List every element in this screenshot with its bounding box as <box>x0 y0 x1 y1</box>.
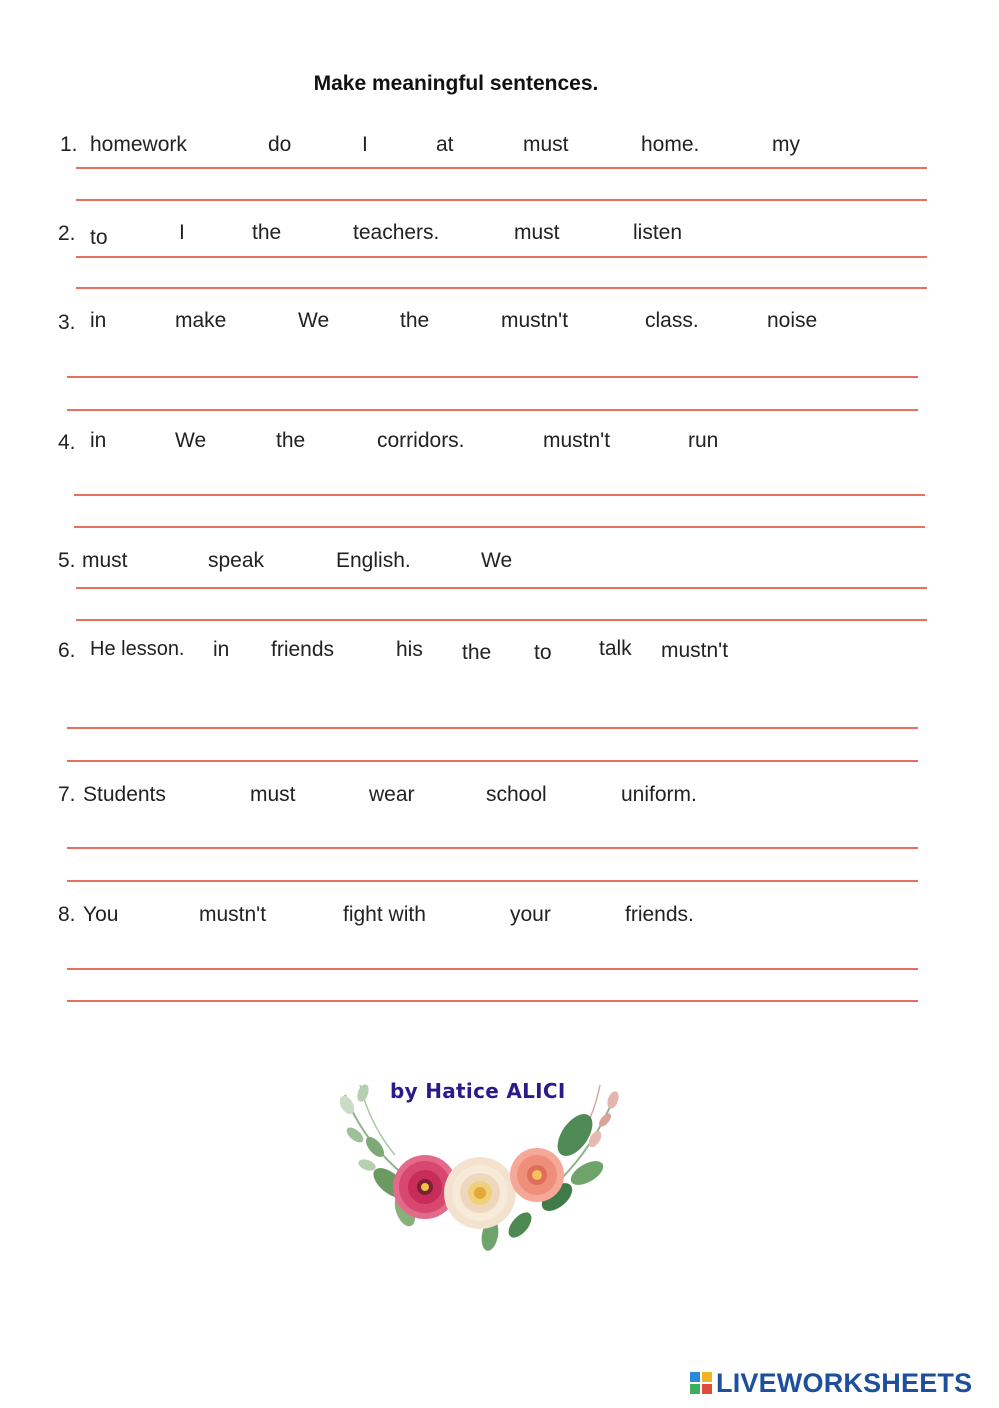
word-chip: uniform. <box>621 783 697 806</box>
word-chip: We <box>298 309 330 332</box>
word-chip: his <box>396 638 423 661</box>
word-chip: must <box>523 133 569 156</box>
word-chip: He lesson. <box>90 638 185 660</box>
word-chip: school <box>486 783 547 806</box>
word-chip: teachers. <box>353 221 440 244</box>
word-chip: in <box>90 309 107 332</box>
answer-line[interactable] <box>76 167 927 169</box>
word-chip: my <box>772 133 800 156</box>
word-chip: run <box>688 429 719 452</box>
word-chip: noise <box>767 309 818 332</box>
word-chip: mustn't <box>199 903 267 926</box>
word-chip: I <box>179 221 185 244</box>
word-chip: class. <box>645 309 699 332</box>
answer-line[interactable] <box>67 727 918 729</box>
word-chip: do <box>268 133 292 156</box>
word-chip: in <box>90 429 107 452</box>
answer-line[interactable] <box>76 287 927 289</box>
word-chip: We <box>175 429 207 452</box>
word-chip: the <box>252 221 282 244</box>
word-chip: in <box>213 638 230 661</box>
word-chip: homework <box>90 133 187 156</box>
answer-line[interactable] <box>67 760 918 762</box>
word-chip: corridors. <box>377 429 465 452</box>
answer-line[interactable] <box>67 409 918 411</box>
exercise-number: 8. <box>58 903 76 926</box>
answer-line[interactable] <box>74 494 925 496</box>
answer-line[interactable] <box>76 587 927 589</box>
word-chip: home. <box>641 133 700 156</box>
word-chip: must <box>82 549 128 572</box>
word-chip: the <box>276 429 306 452</box>
word-chip: the <box>400 309 430 332</box>
answer-line[interactable] <box>67 880 918 882</box>
word-chip: friends <box>271 638 335 661</box>
exercise-number: 5. <box>58 549 76 572</box>
word-chip: make <box>175 309 227 332</box>
exercise-number: 7. <box>58 783 76 806</box>
word-chip: to <box>90 226 108 249</box>
word-chip: friends. <box>625 903 694 926</box>
answer-line[interactable] <box>67 968 918 970</box>
answer-line[interactable] <box>74 526 925 528</box>
word-chip: fight with <box>343 903 426 926</box>
word-chip: must <box>250 783 296 806</box>
answer-line[interactable] <box>76 199 927 201</box>
word-chip: your <box>510 903 551 926</box>
word-chip: English. <box>336 549 411 572</box>
word-chip: to <box>534 641 552 664</box>
author-credit: by Hatice ALICI <box>390 1079 566 1103</box>
exercise-number: 3. <box>58 311 76 334</box>
exercise-number: 4. <box>58 431 76 454</box>
word-chip: I <box>362 133 368 156</box>
word-chip: at <box>436 133 454 156</box>
word-chip: speak <box>208 549 265 572</box>
exercise-number: 2. <box>58 222 76 245</box>
exercise-number: 1. <box>60 133 78 156</box>
answer-line[interactable] <box>76 619 927 621</box>
answer-line[interactable] <box>67 376 918 378</box>
exercise-number: 6. <box>58 639 76 662</box>
answer-line[interactable] <box>67 1000 918 1002</box>
word-chip: talk <box>599 637 632 660</box>
word-chip: wear <box>369 783 415 806</box>
word-chip: We <box>481 549 513 572</box>
brand-logo[interactable] <box>690 1366 972 1400</box>
word-chip: the <box>462 641 492 664</box>
worksheet-title: Make meaningful sentences. <box>313 72 599 95</box>
word-chip: must <box>514 221 560 244</box>
answer-line[interactable] <box>67 847 918 849</box>
answer-line[interactable] <box>76 256 927 258</box>
word-chip: Students <box>83 783 166 806</box>
word-chip: You <box>83 903 119 926</box>
brand-name: LIVEWORKSHEETS <box>716 1367 973 1398</box>
word-chip: mustn't <box>543 429 611 452</box>
word-chip: mustn't <box>661 639 729 662</box>
liveworksheets-logo-icon <box>690 1372 712 1394</box>
word-chip: mustn't <box>501 309 569 332</box>
word-chip: listen <box>633 221 683 244</box>
